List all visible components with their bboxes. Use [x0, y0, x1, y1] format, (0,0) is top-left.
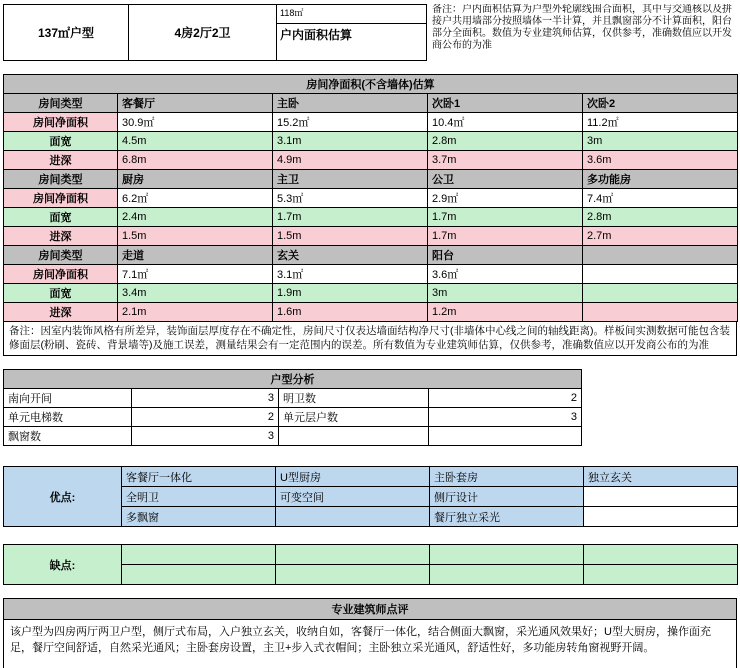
pros-table: [3, 466, 738, 527]
analysis-table: [3, 369, 582, 446]
table-row: [4, 427, 582, 446]
row-label: 房间类型: [4, 246, 118, 265]
area-value-cell: 7.1㎡: [118, 265, 273, 284]
row-label: 房间净面积: [4, 189, 118, 208]
room-name-cell: 走道: [118, 246, 273, 265]
room-name-cell: 次卧2: [583, 94, 738, 113]
room-name-cell: 多功能房: [583, 170, 738, 189]
width-value-cell: 3m: [583, 132, 738, 151]
cons-table: [3, 544, 738, 585]
depth-value-cell: 2.7m: [583, 227, 738, 246]
measurement-note: 备注：因室内装饰风格有所差异，装饰面层厚度存在不确定性，房间尺寸仅表达墙面结构净尺寸(非墙体中心线之间的轴线距离)。样板间实测数据可能包含装修面层(粉刷、瓷砖、背景墙等)及施工误差，测量结果会有一定范围内的误差。所有数值为专业建筑师估算，仅供参考，准确数值应以开发商公布的为准: [3, 321, 737, 356]
area-value-cell: 6.2㎡: [118, 189, 273, 208]
room-name-cell: 主卧: [273, 94, 428, 113]
con-item-cell: [584, 545, 738, 565]
row-label: 进深: [4, 151, 118, 170]
table-row: [4, 370, 582, 389]
analysis-value: 3: [132, 427, 279, 446]
width-value-cell: 2.8m: [428, 132, 583, 151]
room-name-cell: 主卫: [273, 170, 428, 189]
depth-value-cell: 3.6m: [583, 151, 738, 170]
analysis-value: 3: [429, 408, 582, 427]
table-row: [4, 170, 738, 189]
row-label: 进深: [4, 227, 118, 246]
header: [3, 4, 737, 61]
con-item-cell: [430, 545, 584, 565]
pros-label: 优点:: [4, 467, 122, 527]
depth-value-cell: 2.1m: [118, 303, 273, 322]
area-value-cell: 118㎡: [277, 4, 427, 24]
area-value-cell: [583, 265, 738, 284]
pro-item-cell: 主卧套房: [430, 467, 584, 487]
depth-value-cell: 1.5m: [118, 227, 273, 246]
con-item-cell: [430, 565, 584, 585]
width-value-cell: 3m: [428, 284, 583, 303]
analysis-label: 单元电梯数: [4, 408, 132, 427]
pro-item-cell: 侧厅设计: [430, 487, 584, 507]
table-row: [4, 94, 738, 113]
con-item-cell: [122, 565, 276, 585]
empty-cell: [584, 487, 738, 507]
row-label: 房间净面积: [4, 113, 118, 132]
area-value-cell: 5.3㎡: [273, 189, 428, 208]
analysis-label: 单元层户数: [279, 408, 429, 427]
row-label: 进深: [4, 303, 118, 322]
width-value-cell: 1.9m: [273, 284, 428, 303]
table-row: [4, 545, 738, 565]
room-area-table: [3, 74, 738, 322]
width-value-cell: 1.7m: [428, 208, 583, 227]
table-row: [4, 189, 738, 208]
area-value-cell: 30.9㎡: [118, 113, 273, 132]
depth-value-cell: [583, 303, 738, 322]
table-row: [4, 227, 738, 246]
depth-value-cell: 1.6m: [273, 303, 428, 322]
analysis-label: [279, 427, 429, 446]
table-row: [4, 113, 738, 132]
analysis-label: 飘窗数: [4, 427, 132, 446]
area-column: [277, 4, 427, 61]
row-label: 房间类型: [4, 170, 118, 189]
table-row: [4, 75, 738, 94]
header-note: 备注：户内面积估算为户型外轮廓线围合面积，其中与交通核以及拼接户共用墙部分按照墙体一半计算，并且飘窗部分不计算面积，阳台部分全面积。数值为专业建筑师估算，仅供参考，准确数值应以开发商公布的为准: [432, 4, 732, 51]
analysis-label: 明卫数: [279, 389, 429, 408]
con-item-cell: [276, 565, 430, 585]
analysis-value: [429, 427, 582, 446]
con-item-cell: [122, 545, 276, 565]
room-name-cell: 客餐厅: [118, 94, 273, 113]
row-label: 面宽: [4, 208, 118, 227]
room-name-cell: 厨房: [118, 170, 273, 189]
width-value-cell: [583, 284, 738, 303]
pro-item-cell: 独立玄关: [584, 467, 738, 487]
area-caption-cell: 户内面积估算: [277, 24, 427, 61]
pro-item-cell: U型厨房: [276, 467, 430, 487]
depth-value-cell: 1.2m: [428, 303, 583, 322]
area-value-cell: 2.9㎡: [428, 189, 583, 208]
width-value-cell: 2.8m: [583, 208, 738, 227]
depth-value-cell: 6.8m: [118, 151, 273, 170]
cons-label: 缺点:: [4, 545, 122, 585]
width-value-cell: 1.7m: [273, 208, 428, 227]
con-item-cell: [584, 565, 738, 585]
layout-cell: 4房2厅2卫: [129, 4, 277, 61]
area-value-cell: 11.2㎡: [583, 113, 738, 132]
area-value-cell: 15.2㎡: [273, 113, 428, 132]
pro-item-cell: 餐厅独立采光: [430, 507, 584, 527]
pro-item-cell: [276, 507, 430, 527]
analysis-value: 3: [132, 389, 279, 408]
table-row: [4, 389, 582, 408]
table-title: 房间净面积(不含墙体)估算: [4, 75, 738, 94]
analysis-value: 2: [132, 408, 279, 427]
depth-value-cell: 1.7m: [428, 227, 583, 246]
pro-item-cell: 客餐厅一体化: [122, 467, 276, 487]
depth-value-cell: 3.7m: [428, 151, 583, 170]
pro-item-cell: 多飘窗: [122, 507, 276, 527]
room-name-cell: 次卧1: [428, 94, 583, 113]
table-row: [4, 408, 582, 427]
table-row: [4, 246, 738, 265]
table-row: [4, 208, 738, 227]
width-value-cell: 2.4m: [118, 208, 273, 227]
room-name-cell: 玄关: [273, 246, 428, 265]
review-text: 该户型为四房两厅两卫户型，侧厅式布局，入户独立玄关，收纳自如，客餐厅一体化，结合侧面大飘窗，采光通风效果好；U型大厨房，操作面充足，餐厅空间舒适，自然采光通风；主卧套房设置，主卫+步入式衣帽间；主卧独立采光通风，舒适性好，多功能房转角窗视野开阔。: [3, 619, 737, 668]
depth-value-cell: 4.9m: [273, 151, 428, 170]
pro-item-cell: 全明卫: [122, 487, 276, 507]
analysis-title: 户型分析: [4, 370, 582, 389]
room-name-cell: 阳台: [428, 246, 583, 265]
area-value-cell: 3.6㎡: [428, 265, 583, 284]
room-name-cell: 公卫: [428, 170, 583, 189]
row-label: 面宽: [4, 284, 118, 303]
row-label: 房间净面积: [4, 265, 118, 284]
table-row: [4, 284, 738, 303]
width-value-cell: 3.4m: [118, 284, 273, 303]
area-value-cell: 3.1㎡: [273, 265, 428, 284]
analysis-value: 2: [429, 389, 582, 408]
unit-type-cell: 137㎡户型: [3, 4, 129, 61]
table-row: [4, 151, 738, 170]
review-section: [3, 598, 737, 668]
row-label: 面宽: [4, 132, 118, 151]
room-name-cell: [583, 246, 738, 265]
table-row: [4, 303, 738, 322]
width-value-cell: 3.1m: [273, 132, 428, 151]
review-title: 专业建筑师点评: [3, 598, 737, 620]
row-label: 房间类型: [4, 94, 118, 113]
table-row: [4, 265, 738, 284]
empty-cell: [584, 507, 738, 527]
analysis-label: 南向开间: [4, 389, 132, 408]
table-row: [4, 467, 738, 487]
con-item-cell: [276, 545, 430, 565]
depth-value-cell: 1.5m: [273, 227, 428, 246]
pro-item-cell: 可变空间: [276, 487, 430, 507]
area-value-cell: 7.4㎡: [583, 189, 738, 208]
table-row: [4, 132, 738, 151]
width-value-cell: 4.5m: [118, 132, 273, 151]
area-value-cell: 10.4㎡: [428, 113, 583, 132]
